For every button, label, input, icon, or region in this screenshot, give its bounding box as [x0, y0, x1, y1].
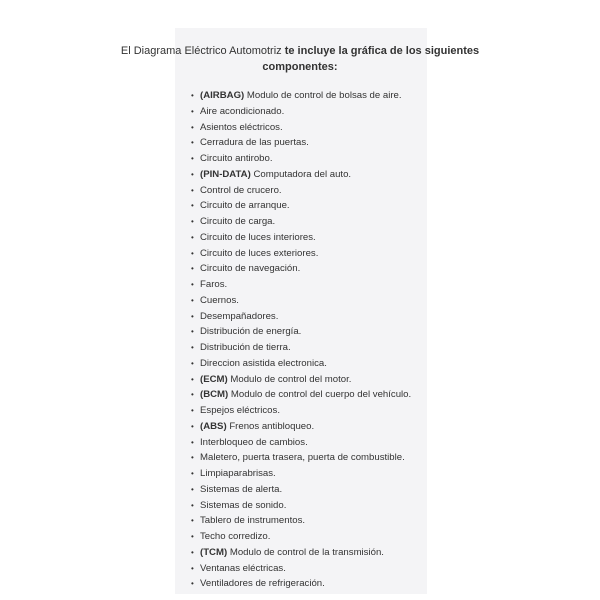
bullet-icon: • [191, 563, 194, 573]
list-item [191, 513, 411, 529]
item-text: Desempañadores. [200, 310, 279, 322]
bullet-icon: • [191, 484, 194, 494]
item-text: Circuito de arranque. [200, 200, 290, 212]
item-text: Aire acondicionado. [200, 105, 285, 117]
list-item [191, 183, 411, 199]
item-abbreviation: (TCM) [200, 546, 228, 558]
list-item [191, 230, 411, 246]
bullet-icon: • [191, 532, 194, 541]
list-item [191, 545, 411, 561]
item-text: Circuito antirobo. [200, 153, 273, 164]
item-text: Control de crucero. [200, 184, 282, 196]
heading-bold-part: te incluye la gráfica de los siguientes [284, 45, 480, 57]
list-item [191, 246, 411, 262]
list-item [191, 88, 411, 104]
item-text: Faros. [200, 279, 228, 290]
bullet-icon: • [191, 106, 194, 116]
item-text: Direccion asistida electronica. [200, 357, 327, 369]
list-item [191, 450, 411, 466]
item-abbreviation: (ABS) [200, 420, 227, 432]
list-item [191, 340, 411, 356]
item-text: Modulo de control de la transmisión. [227, 546, 384, 558]
bullet-icon: • [191, 169, 194, 179]
item-text: Computadora del auto. [250, 168, 352, 180]
list-item [191, 529, 411, 545]
item-abbreviation: (PIN-DATA) [200, 168, 251, 180]
list-item [191, 561, 411, 577]
list-item [191, 435, 411, 451]
item-text: Techo corredizo. [200, 531, 271, 542]
heading-lead: El Diagrama Eléctrico Automotriz [120, 45, 282, 57]
list-item [191, 372, 411, 388]
item-text: Circuito de carga. [200, 216, 276, 227]
item-text: Ventiladores de refrigeración. [200, 578, 325, 590]
list-item [191, 135, 411, 151]
item-text: Maletero, puerta trasera, puerta de combustible. [200, 452, 405, 464]
list-item [191, 198, 411, 214]
item-text: Circuito de luces interiores. [200, 231, 316, 243]
item-abbreviation: (ECM) [200, 373, 228, 385]
bullet-icon: • [191, 437, 194, 447]
bullet-icon: • [191, 327, 194, 337]
bullet-icon: • [191, 232, 194, 242]
page-heading [0, 43, 600, 75]
bullet-icon: • [191, 185, 194, 195]
item-text: Limpiaparabrisas. [200, 468, 276, 479]
list-item [191, 151, 411, 167]
bullet-icon: • [191, 264, 194, 274]
bullet-icon: • [191, 406, 194, 415]
item-text: Modulo de control del motor. [227, 373, 352, 385]
list-item [191, 403, 411, 419]
item-text: Circuito de navegación. [200, 263, 301, 275]
bullet-icon: • [191, 201, 194, 211]
bullet-icon: • [191, 500, 194, 510]
item-abbreviation: (AIRBAG) [200, 90, 245, 101]
bullet-icon: • [191, 122, 194, 132]
item-text: Frenos antibloqueo. [226, 420, 315, 432]
heading-line-1 [0, 43, 600, 59]
bullet-icon: • [191, 311, 194, 321]
list-item [191, 387, 412, 403]
bullet-icon: • [191, 138, 194, 148]
bullet-icon: • [191, 91, 194, 100]
item-text: Modulo de control de bolsas de aire. [244, 90, 402, 101]
item-text: Interbloqueo de cambios. [200, 436, 308, 448]
bullet-icon: • [191, 374, 194, 384]
bullet-icon: • [191, 390, 194, 400]
list-item [191, 309, 411, 325]
list-item [191, 356, 411, 372]
item-text: Distribución de tierra. [200, 342, 291, 353]
bullet-icon: • [191, 453, 194, 463]
item-text: Ventanas eléctricas. [200, 562, 286, 574]
bullet-icon: • [191, 358, 194, 368]
bullet-icon: • [191, 547, 194, 557]
item-text: Tablero de instrumentos. [200, 515, 306, 527]
bullet-icon: • [191, 154, 194, 163]
heading-bold-line2: componentes: [262, 61, 338, 73]
list-item [191, 167, 411, 183]
bullet-icon: • [191, 421, 194, 431]
bullet-icon: • [191, 516, 194, 526]
list-item [191, 293, 411, 309]
item-text: Asientos eléctricos. [200, 121, 283, 133]
item-text: Sistemas de sonido. [200, 499, 287, 511]
bullet-icon: • [191, 280, 194, 289]
bullet-icon: • [191, 217, 194, 226]
list-item [191, 498, 411, 514]
bullet-icon: • [191, 469, 194, 478]
list-item [191, 482, 411, 498]
list-item [191, 261, 411, 277]
item-abbreviation: (BCM) [200, 389, 229, 401]
heading-line-2 [0, 59, 600, 75]
item-text: Distribución de energía. [200, 326, 302, 338]
list-item [191, 104, 411, 120]
list-item [191, 277, 411, 293]
list-item [191, 324, 411, 340]
bullet-icon: • [191, 343, 194, 352]
item-text: Cerradura de las puertas. [200, 137, 309, 149]
bullet-icon: • [191, 579, 194, 589]
item-text: Espejos eléctricos. [200, 405, 280, 416]
item-text: Sistemas de alerta. [200, 483, 283, 495]
component-list [191, 88, 412, 592]
list-item [191, 466, 411, 482]
list-item [191, 120, 411, 136]
item-text: Circuito de luces exteriores. [200, 247, 319, 259]
bullet-icon: • [191, 248, 194, 258]
list-item [191, 576, 411, 592]
list-item [191, 419, 411, 435]
item-text: Modulo de control del cuerpo del vehículo. [228, 389, 412, 401]
item-text: Cuernos. [200, 294, 239, 306]
list-item [191, 214, 411, 230]
bullet-icon: • [191, 295, 194, 305]
